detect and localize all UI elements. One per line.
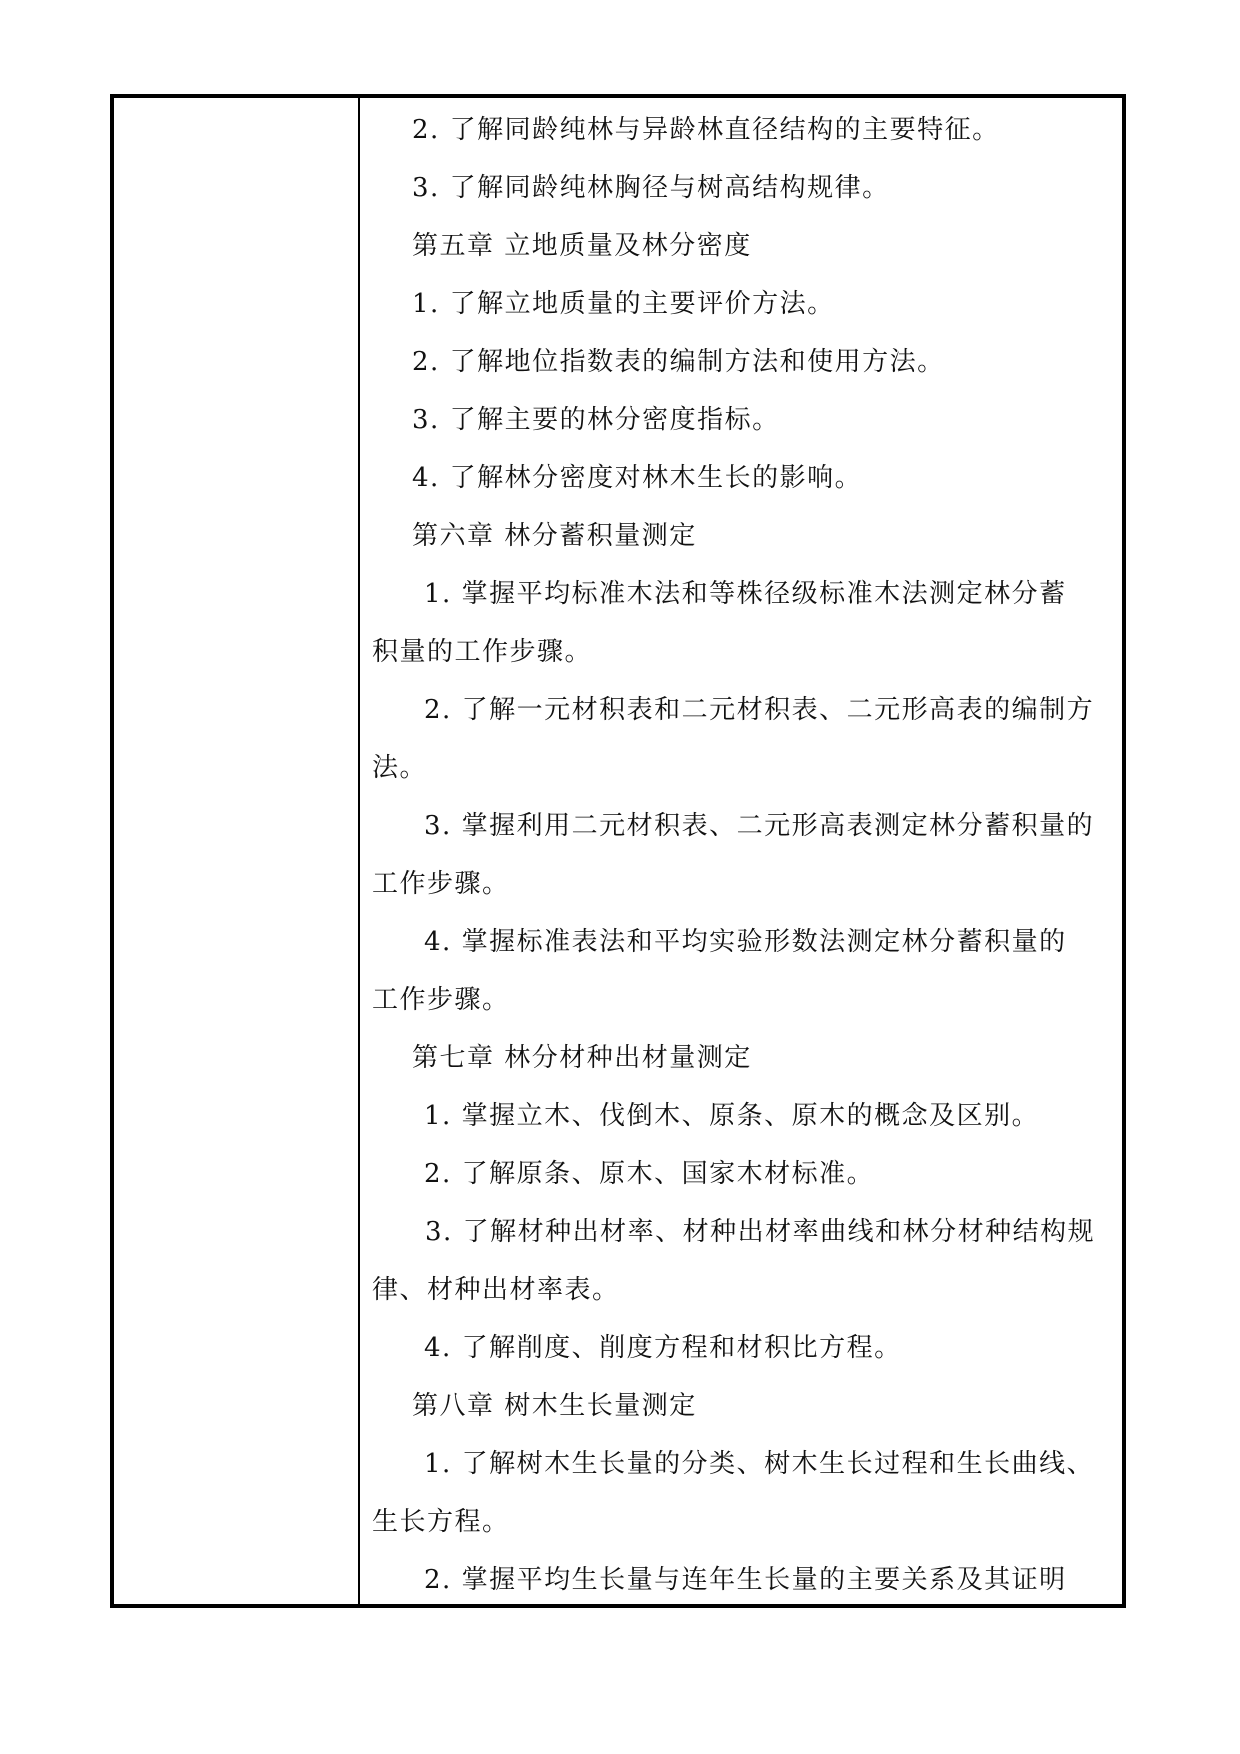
- text-line: 1. 了解树木生长量的分类、树木生长过程和生长曲线、: [424, 1449, 1095, 1479]
- text-line: 积量的工作步骤。: [372, 637, 593, 667]
- text-line: 3. 掌握利用二元材积表、二元形高表测定林分蓄积量的: [424, 811, 1095, 841]
- text-line: 生长方程。: [372, 1507, 510, 1537]
- text-line: 2. 了解地位指数表的编制方法和使用方法。: [412, 347, 945, 377]
- text-line: 3. 了解主要的林分密度指标。: [412, 405, 780, 435]
- text-line: 4. 了解林分密度对林木生长的影响。: [412, 463, 863, 493]
- text-line: 2. 了解一元材积表和二元材积表、二元形高表的编制方: [424, 695, 1095, 725]
- table-content-cell: [360, 98, 1122, 1604]
- chapter-heading: 第八章 树木生长量测定: [412, 1391, 697, 1421]
- chapter-heading: 第七章 林分材种出材量测定: [412, 1043, 752, 1073]
- table-left-cell: [114, 98, 360, 1604]
- text-line: 律、材种出材率表。: [372, 1275, 620, 1305]
- syllabus-table: [110, 94, 1126, 1608]
- text-line: 2. 掌握平均生长量与连年生长量的主要关系及其证明: [424, 1565, 1067, 1595]
- chapter-heading: 第五章 立地质量及林分密度: [412, 231, 752, 261]
- text-line: 1. 掌握立木、伐倒木、原条、原木的概念及区别。: [424, 1101, 1040, 1131]
- text-line: 1. 掌握平均标准木法和等株径级标准木法测定林分蓄: [424, 579, 1067, 609]
- text-line: 4. 了解削度、削度方程和材积比方程。: [424, 1333, 902, 1363]
- text-line: 工作步骤。: [372, 985, 510, 1015]
- text-line: 4. 掌握标准表法和平均实验形数法测定林分蓄积量的: [424, 927, 1067, 957]
- text-line: 1. 了解立地质量的主要评价方法。: [412, 289, 835, 319]
- text-line: 2. 了解原条、原木、国家木材标准。: [424, 1159, 875, 1189]
- text-line: 3. 了解同龄纯林胸径与树高结构规律。: [412, 173, 890, 203]
- chapter-heading: 第六章 林分蓄积量测定: [412, 521, 697, 551]
- text-line: 工作步骤。: [372, 869, 510, 899]
- text-line: 2. 了解同龄纯林与异龄林直径结构的主要特征。: [412, 115, 1000, 145]
- text-line: 法。: [372, 753, 428, 783]
- text-line: 3. 了解材种出材率、材种出材率曲线和林分材种结构规: [425, 1217, 1096, 1247]
